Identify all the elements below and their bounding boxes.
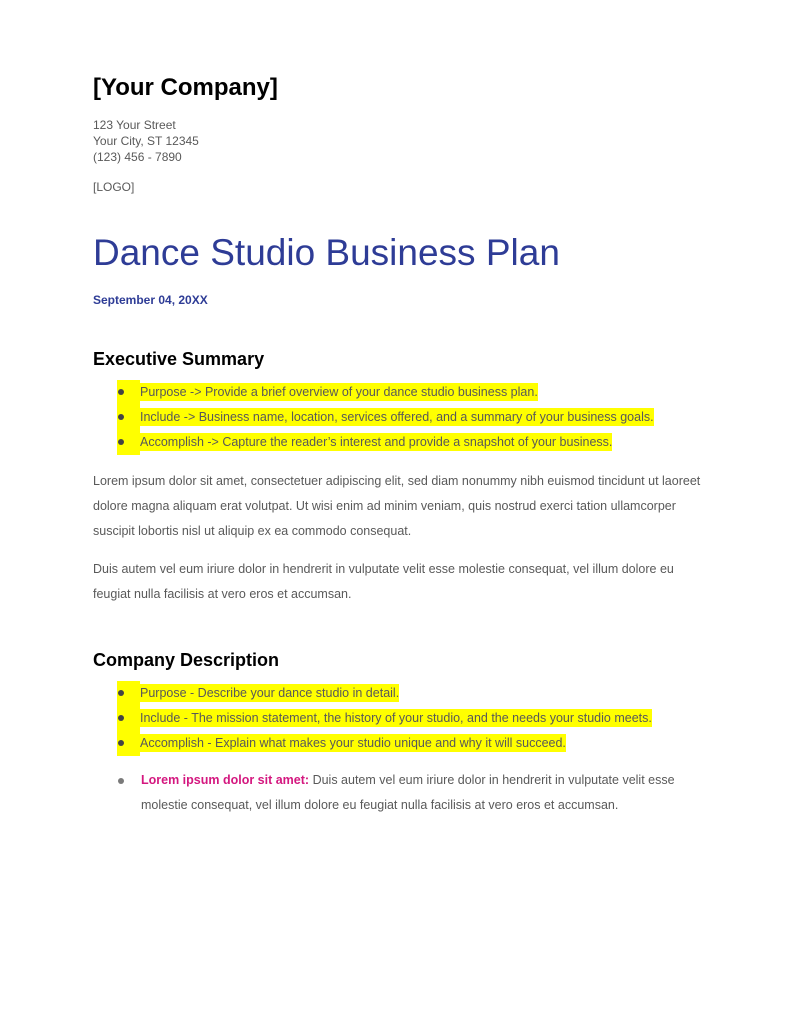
bullet-icon [117,380,140,405]
bullet-icon [117,681,140,706]
item-text: Duis autem vel eum iriure dolor in hendrerit in vulputate velit esse molestie consequat, vel illum dolore eu feugiat nulla facilisis at vero eros et accumsan. [141,773,675,812]
executive-summary-guidance-list [93,380,704,455]
highlighted-text: Purpose -> Provide a brief overview of your dance studio business plan. [140,385,538,399]
list-item [93,768,704,818]
section-heading-company-description: Company Description [93,650,280,670]
document-date: September 04, 20XX [93,293,208,307]
list-item [117,731,704,756]
list-item [117,681,704,706]
address-city: Your City, ST 12345 [93,134,199,148]
section-heading-executive-summary: Executive Summary [93,349,265,369]
list-item [117,405,704,430]
highlighted-text: Purpose - Describe your dance studio in detail. [140,686,400,700]
bullet-icon [117,405,140,430]
logo-placeholder: [LOGO] [93,180,135,194]
bullet-icon [117,430,140,455]
bullet-icon [117,706,140,731]
highlighted-text: Include - The mission statement, the history of your studio, and the needs your studio meets. [140,711,652,725]
company-description-guidance-list [93,681,704,756]
list-item [117,380,704,405]
address-street: 123 Your Street [93,118,176,132]
company-description-content-list [93,768,704,818]
executive-summary-paragraph-2: Duis autem vel eum iriure dolor in hendrerit in vulputate velit esse molestie consequat, vel illum dolore eu feugiat nulla facilisis at vero eros et accumsan. [93,562,674,601]
lead-in-text: Lorem ipsum dolor sit amet: [141,773,310,787]
company-name: [Your Company] [93,74,278,101]
document-title: Dance Studio Business Plan [93,232,560,273]
highlighted-text: Accomplish - Explain what makes your studio unique and why it will succeed. [140,736,566,750]
address-phone: (123) 456 - 7890 [93,150,182,164]
highlighted-text: Accomplish -> Capture the reader’s interest and provide a snapshot of your business. [140,435,613,449]
list-item [117,706,704,731]
executive-summary-paragraph-1: Lorem ipsum dolor sit amet, consectetuer adipiscing elit, sed diam nonummy nibh euismod tincidunt ut laoreet dolore magna aliquam erat volutpat. Ut wisi enim ad minim veniam, quis nostrud exerci tation ullamcorper suscipit lobortis nisl ut aliquip ex ea commodo consequat. [93,474,701,538]
bullet-icon [117,731,140,756]
highlighted-text: Include -> Business name, location, services offered, and a summary of your business goals. [140,410,654,424]
bullet-icon [118,778,124,784]
company-address [93,117,704,165]
list-item [117,430,704,455]
